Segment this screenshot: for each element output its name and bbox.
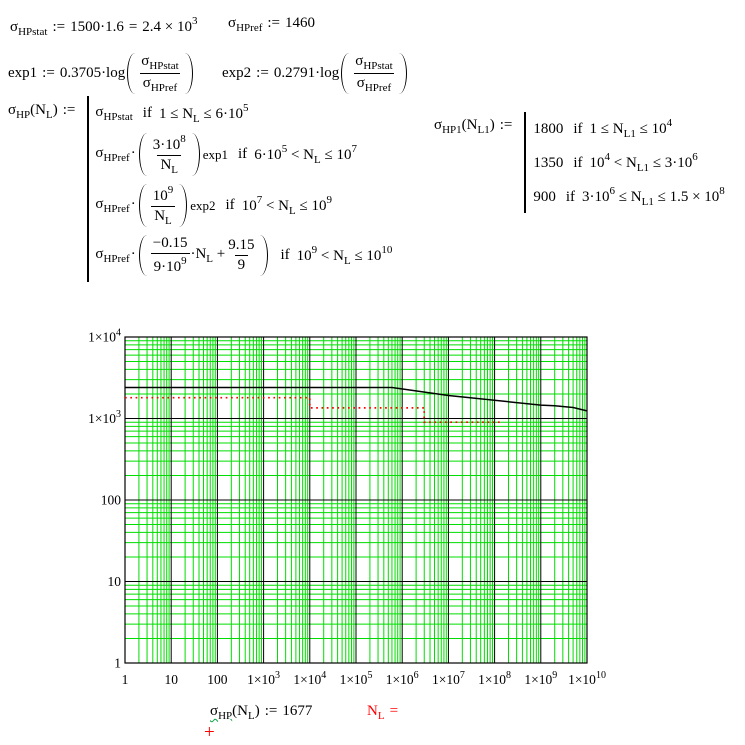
result-exponent: 3 [192, 15, 198, 27]
multiply-dot: · [130, 145, 136, 161]
expression: 1500·1.6 [70, 19, 124, 35]
branch-value: 1800 [533, 121, 564, 137]
equals-operator: = [389, 703, 399, 719]
if-keyword: if [573, 155, 583, 171]
paren-group [127, 53, 192, 94]
subscript-hp: HP [16, 109, 31, 121]
sigma-symbol: σ [95, 145, 104, 161]
condition: $10^9 < N_L \le 10^{10}$ [296, 244, 393, 267]
left-paren [127, 53, 135, 94]
left-paren [139, 133, 147, 176]
x-axis-tick-label: $1\times 10^8$ [478, 670, 512, 687]
y-axis-tick-label: $1\times 10^4$ [88, 327, 121, 345]
arg-subscript: L1 [477, 124, 490, 136]
paren-group [139, 133, 200, 176]
x-axis-tick-label: 100 [207, 672, 228, 687]
sigma-symbol: σ [355, 53, 364, 69]
x-axis-tick-label: $1\times 10^3$ [247, 670, 281, 687]
arg-open: (N [30, 102, 46, 118]
piecewise-branch-4 [95, 235, 392, 276]
multiply-dot: · [130, 246, 136, 262]
equation-sigma-hpref[interactable] [228, 15, 315, 34]
assign-operator: := [62, 102, 76, 118]
right-paren [399, 53, 407, 94]
if-keyword: if [280, 247, 290, 263]
right-paren [185, 53, 193, 94]
sigma-symbol: σ [142, 75, 151, 91]
equals-operator: = [128, 19, 138, 35]
piecewise-body [524, 112, 724, 213]
subscript-hpstat: HPstat [363, 60, 393, 72]
condition: $3\cdot 10^6 \le N_{L1} \le 1.5 \times 10^8$ [582, 185, 725, 208]
assign-operator: := [52, 19, 66, 35]
right-paren [179, 184, 187, 227]
paren-group [139, 184, 188, 227]
equation-exp2[interactable] [222, 53, 409, 94]
assign-operator: := [499, 117, 513, 133]
y-axis-tick-label: 10 [107, 574, 121, 589]
insertion-crosshair: + [204, 722, 215, 743]
branch-value: 1350 [533, 155, 564, 171]
arg-close: ) [52, 102, 58, 118]
sn-curve-chart[interactable] [80, 325, 640, 695]
subscript-hpref: HPref [103, 203, 130, 215]
piecewise-body [87, 96, 392, 282]
fraction: $10^9$ $N_L$ [152, 184, 174, 227]
arg-open: (N [232, 703, 248, 719]
subscript-hpstat: HPstat [103, 111, 133, 123]
condition: $1 \le N_{L1} \le 10^4$ [589, 117, 673, 140]
multiply-dot: · [130, 196, 136, 212]
piecewise-branch-2 [533, 151, 724, 174]
right-paren [260, 235, 268, 276]
x-axis-tick-label: 1 [121, 672, 129, 687]
arg-subscript: L [45, 109, 53, 121]
y-axis-tick-label: $1\times 10^3$ [88, 409, 121, 426]
branch-value: 900 [533, 189, 556, 205]
sigma-symbol: σ [95, 246, 104, 262]
if-keyword: if [142, 105, 152, 121]
nl-variable: N [367, 703, 378, 719]
equation-exp1[interactable] [8, 53, 195, 94]
subscript-hpstat: HPstat [18, 26, 48, 38]
function-definition-sigma-hp[interactable] [8, 96, 392, 282]
function-definition-sigma-hp1[interactable] [434, 112, 725, 213]
fraction: $\frac{9.15}{9}$ [228, 237, 255, 273]
subscript-hpref: HPref [364, 82, 392, 94]
subscript-hp1: HP1 [442, 124, 462, 136]
sigma-symbol: σ [141, 53, 150, 69]
assign-operator: := [256, 65, 269, 81]
equation-nl-prompt[interactable] [367, 703, 403, 722]
y-axis-tick-label: 100 [100, 492, 121, 508]
equation-sigma-hpstat[interactable] [10, 15, 198, 38]
piecewise-branch-1 [533, 117, 724, 140]
sigma-symbol: σ [95, 196, 104, 212]
subscript-hpref: HPref [103, 152, 130, 164]
x-axis-tick-label: $1\times 10^6$ [385, 670, 419, 687]
sigma-symbol: σ [210, 703, 219, 719]
redefined-function-name [210, 703, 233, 722]
piecewise-branch-3 [533, 185, 724, 208]
x-axis-tick-label: 10 [164, 672, 178, 687]
assign-operator: := [267, 15, 281, 31]
linear-term: $\cdot N_L$ + [190, 246, 226, 265]
x-axis-tick-label: $1\times 10^7$ [431, 670, 465, 687]
left-paren [139, 235, 147, 276]
condition: $10^7 < N_L \le 10^9$ [241, 194, 332, 217]
if-keyword: if [238, 146, 248, 162]
sigma-symbol: σ [8, 102, 17, 118]
result-value: 1677 [282, 703, 313, 719]
right-paren [192, 133, 200, 176]
piecewise-branch-1 [95, 102, 392, 125]
nl-subscript: L [377, 710, 385, 722]
condition: $1 \le N_L \le 6\cdot 10^5$ [158, 102, 249, 125]
arg-subscript: L [247, 710, 255, 722]
coefficient-log: 0.2791·log [273, 65, 340, 81]
fraction [138, 53, 181, 94]
x-axis-tick-label: $1\times 10^4$ [293, 670, 327, 687]
fraction: −0.15 $9\cdot 10^9$ [150, 235, 191, 276]
fraction [352, 53, 395, 94]
result-mantissa: 2.4 × 10 [142, 19, 193, 35]
function-lhs [434, 117, 517, 136]
condition: $10^4 < N_{L1} \le 3\cdot 10^6$ [589, 151, 698, 174]
x-axis-tick-label: $1\times 10^{10}$ [568, 670, 606, 687]
exponent-exp1: exp1 [202, 146, 229, 162]
condition: $6\cdot 10^5 < N_L \le 10^7$ [254, 143, 357, 166]
fraction: $3\cdot 10^8$ $N_L$ [152, 133, 186, 176]
paren-group [341, 53, 406, 94]
sigma-symbol: σ [228, 15, 237, 31]
piecewise-branch-3 [95, 184, 392, 227]
assign-operator: := [264, 703, 278, 719]
assign-operator: := [42, 65, 55, 81]
arg-close: ) [489, 117, 495, 133]
exponent-exp2: exp2 [190, 197, 216, 213]
if-keyword: if [565, 189, 576, 205]
y-axis-tick-label: 1 [114, 655, 121, 671]
arg-open: (N [461, 117, 478, 133]
x-axis-tick-label: $1\times 10^5$ [339, 670, 373, 687]
coefficient-log: 0.3705·log [59, 65, 126, 81]
left-paren [341, 53, 349, 94]
left-paren [139, 184, 147, 227]
x-axis-tick-label: $1\times 10^9$ [524, 670, 558, 687]
sigma-symbol: σ [434, 117, 443, 133]
chart-svg [80, 325, 640, 695]
function-lhs [8, 102, 80, 121]
piecewise-branch-2 [95, 133, 392, 176]
value: 1460 [285, 15, 316, 31]
subscript-hpref: HPref [236, 22, 263, 34]
equation-result-sigma-hp[interactable] [210, 703, 312, 722]
sigma-symbol: σ [10, 19, 19, 35]
sigma-symbol: σ [95, 104, 104, 120]
subscript-hpref: HPref [150, 82, 178, 94]
if-keyword: if [225, 197, 235, 213]
exp2-name: exp2 [222, 65, 252, 81]
subscript-hp: HP [218, 710, 233, 722]
paren-group [139, 235, 269, 276]
arg-close: ) [254, 703, 260, 719]
subscript-hpref: HPref [103, 253, 130, 265]
sigma-symbol: σ [356, 75, 365, 91]
if-keyword: if [573, 121, 583, 137]
subscript-hpstat: HPstat [149, 60, 179, 72]
exp1-name: exp1 [8, 65, 38, 81]
